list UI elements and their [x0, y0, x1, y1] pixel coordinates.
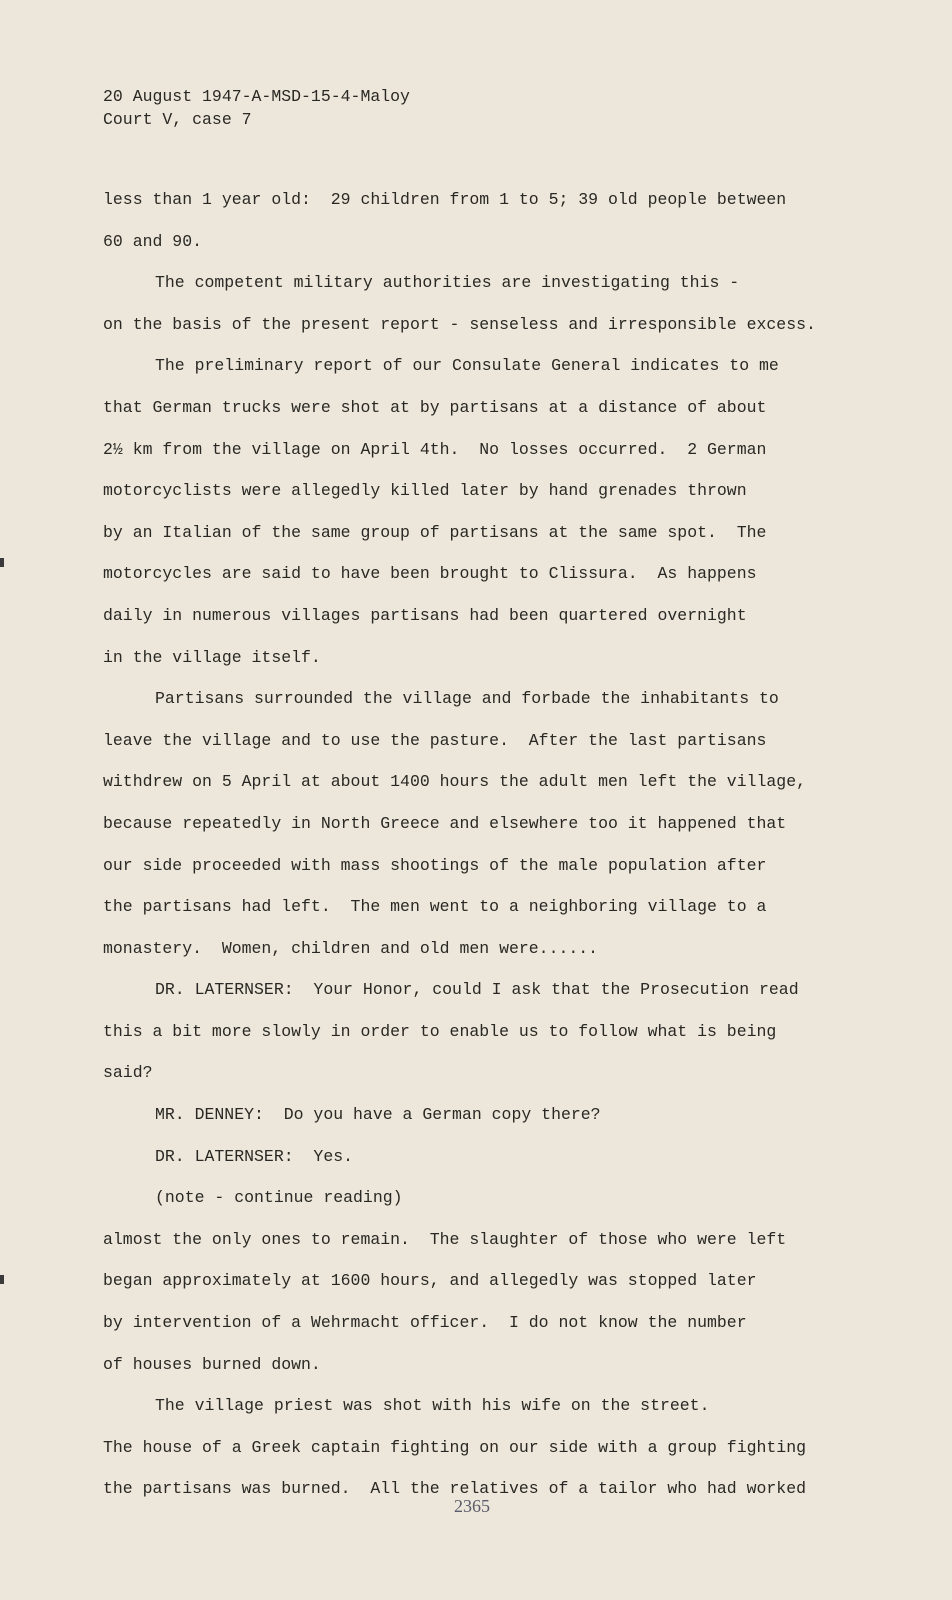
- text-line: motorcyclists were allegedly killed later by hand grenades thrown: [103, 481, 747, 501]
- text-line: of houses burned down.: [103, 1354, 321, 1374]
- document-header: [103, 85, 410, 131]
- text-line: leave the village and to use the pasture. After the last partisans: [103, 730, 767, 750]
- text-line: by an Italian of the same group of partisans at the same spot. The: [103, 522, 767, 542]
- text-line: less than 1 year old: 29 children from 1 to 5; 39 old people between: [103, 190, 787, 209]
- text-line: Partisans surrounded the village and forbade the inhabitants to: [155, 689, 779, 709]
- note-line: (note - continue reading): [155, 1188, 403, 1208]
- left-edge-mark: [0, 1275, 4, 1284]
- text-line: that German trucks were shot at by partisans at a distance of about: [103, 397, 767, 417]
- text-line: the partisans was burned. All the relatives of a tailor who had worked: [103, 1479, 807, 1499]
- speaker-line: DR. LATERNSER: Yes.: [155, 1146, 354, 1166]
- text-line: on the basis of the present report - senseless and irresponsible excess.: [103, 314, 816, 334]
- text-line: this a bit more slowly in order to enable us to follow what is being: [103, 1021, 777, 1041]
- text-line: The house of a Greek captain fighting on our side with a group fighting: [103, 1437, 807, 1457]
- text-line: motorcycles are said to have been brought to Clissura. As happens: [103, 564, 757, 584]
- text-line: in the village itself.: [103, 647, 321, 667]
- speaker-line: MR. DENNEY: Do you have a German copy there?: [155, 1105, 601, 1125]
- text-line: because repeatedly in North Greece and elsewhere too it happened that: [103, 813, 787, 833]
- text-line: daily in numerous villages partisans had been quartered overnight: [103, 605, 747, 625]
- text-line: The competent military authorities are investigating this -: [155, 273, 740, 293]
- text-line: our side proceeded with mass shootings of the male population after: [103, 855, 767, 875]
- left-edge-mark: [0, 558, 4, 567]
- text-line: monastery. Women, children and old men were......: [103, 938, 599, 958]
- text-line: almost the only ones to remain. The slaughter of those who were left: [103, 1229, 787, 1249]
- text-line: 60 and 90.: [103, 231, 203, 251]
- text-line: the partisans had left. The men went to a neighboring village to a: [103, 897, 767, 917]
- document-body: [103, 188, 843, 1519]
- header-court-case: Court V, case 7: [103, 110, 252, 129]
- text-line: said?: [103, 1063, 153, 1083]
- text-line: withdrew on 5 April at about 1400 hours the adult men left the village,: [103, 772, 807, 792]
- text-line: The preliminary report of our Consulate General indicates to me: [155, 356, 779, 376]
- text-line: by intervention of a Wehrmacht officer. I do not know the number: [103, 1313, 747, 1333]
- header-date-reference: 20 August 1947-A-MSD-15-4-Maloy: [103, 87, 410, 106]
- text-line: began approximately at 1600 hours, and allegedly was stopped later: [103, 1271, 757, 1291]
- text-line: 2½ km from the village on April 4th. No losses occurred. 2 German: [103, 439, 767, 459]
- page-number: 2365: [454, 1496, 490, 1516]
- text-line: The village priest was shot with his wife on the street.: [155, 1396, 710, 1416]
- speaker-line: DR. LATERNSER: Your Honor, could I ask that the Prosecution read: [155, 980, 799, 1000]
